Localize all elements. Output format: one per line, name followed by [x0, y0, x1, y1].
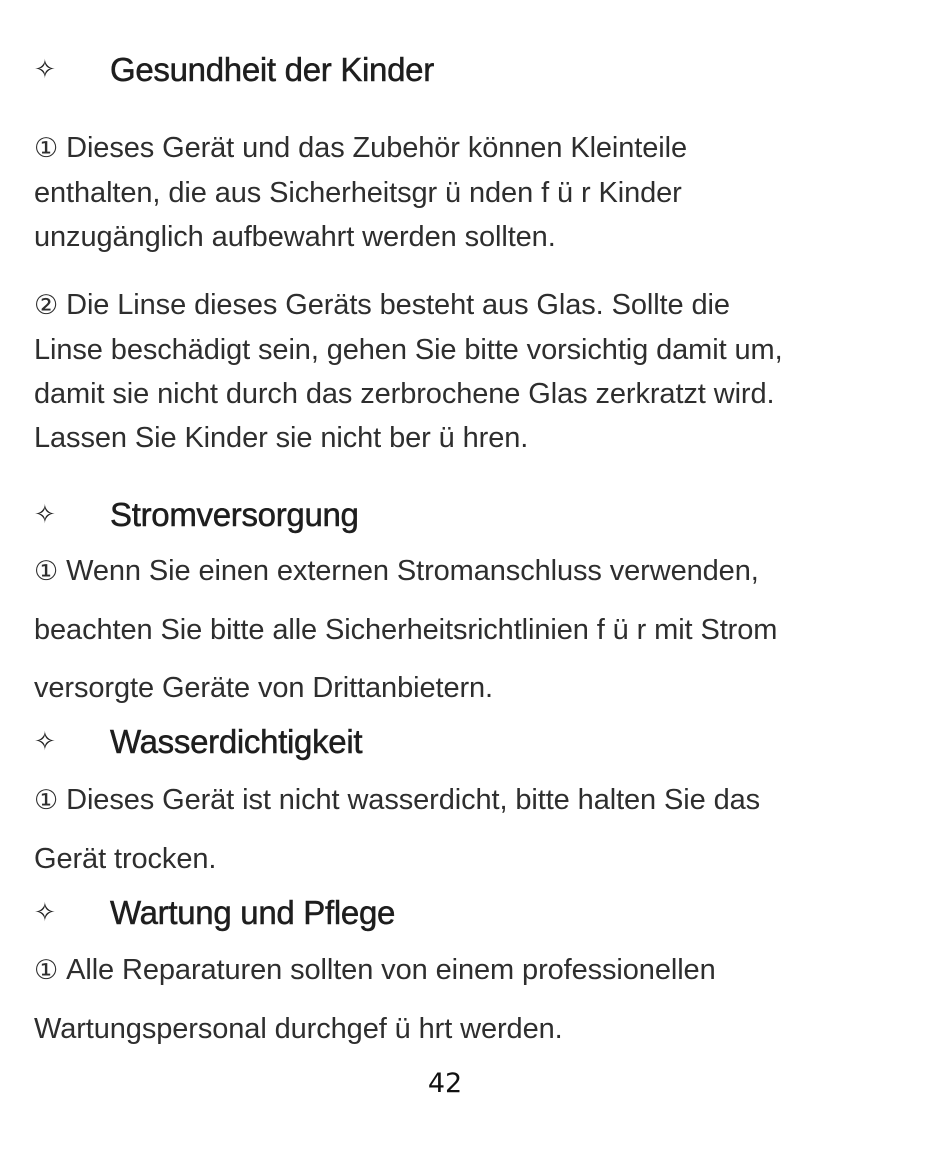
list-number: ①: [34, 785, 59, 816]
paragraph-line: versorgte Geräte von Drittanbietern.: [34, 672, 494, 704]
paragraph-line: ① Dieses Gerät ist nicht wasserdicht, bitte halten Sie das: [34, 784, 761, 816]
section-heading-wartung: [34, 891, 395, 935]
paragraph-line: Wartungspersonal durchgef ü hrt werden.: [34, 1013, 563, 1045]
paragraph-4-1: [34, 941, 914, 1058]
paragraph-line: ① Dieses Gerät und das Zubehör können Kleinteile: [34, 132, 688, 164]
star-icon: ✧: [34, 55, 56, 85]
paragraph-1-2: [34, 283, 914, 460]
star-icon: ✧: [34, 898, 56, 928]
list-number: ②: [34, 290, 59, 321]
paragraph-line: ① Wenn Sie einen externen Stromanschluss verwenden,: [34, 555, 759, 587]
page-number: 42: [427, 1068, 463, 1099]
section-title: Wartung und Pflege: [110, 894, 396, 931]
section-title: Wasserdichtigkeit: [110, 723, 363, 760]
paragraph-line: unzugänglich aufbewahrt werden sollten.: [34, 221, 556, 253]
star-icon: ✧: [34, 500, 56, 530]
paragraph-2-1: [34, 542, 914, 717]
paragraph-line: Lassen Sie Kinder sie nicht ber ü hren.: [34, 422, 529, 454]
section-heading-stromversorgung: [34, 493, 359, 537]
list-number: ①: [34, 955, 59, 986]
star-icon: ✧: [34, 727, 56, 757]
paragraph-line: ② Die Linse dieses Geräts besteht aus Glas. Sollte die: [34, 289, 730, 321]
list-number: ①: [34, 133, 59, 164]
paragraph-line: ① Alle Reparaturen sollten von einem professionellen: [34, 954, 716, 986]
section-heading-gesundheit: [34, 48, 434, 92]
section-title: Gesundheit der Kinder: [110, 51, 434, 88]
paragraph-line: Gerät trocken.: [34, 843, 217, 875]
paragraph-1-1: [34, 126, 914, 259]
section-title: Stromversorgung: [110, 496, 359, 533]
paragraph-line: enthalten, die aus Sicherheitsgr ü nden f ü r Kinder: [34, 177, 682, 209]
section-heading-wasserdichtigkeit: [34, 720, 362, 764]
paragraph-3-1: [34, 771, 914, 888]
paragraph-line: damit sie nicht durch das zerbrochene Glas zerkratzt wird.: [34, 378, 775, 410]
list-number: ①: [34, 556, 59, 587]
paragraph-line: beachten Sie bitte alle Sicherheitsrichtlinien f ü r mit Strom: [34, 614, 778, 646]
paragraph-line: Linse beschädigt sein, gehen Sie bitte vorsichtig damit um,: [34, 334, 783, 366]
